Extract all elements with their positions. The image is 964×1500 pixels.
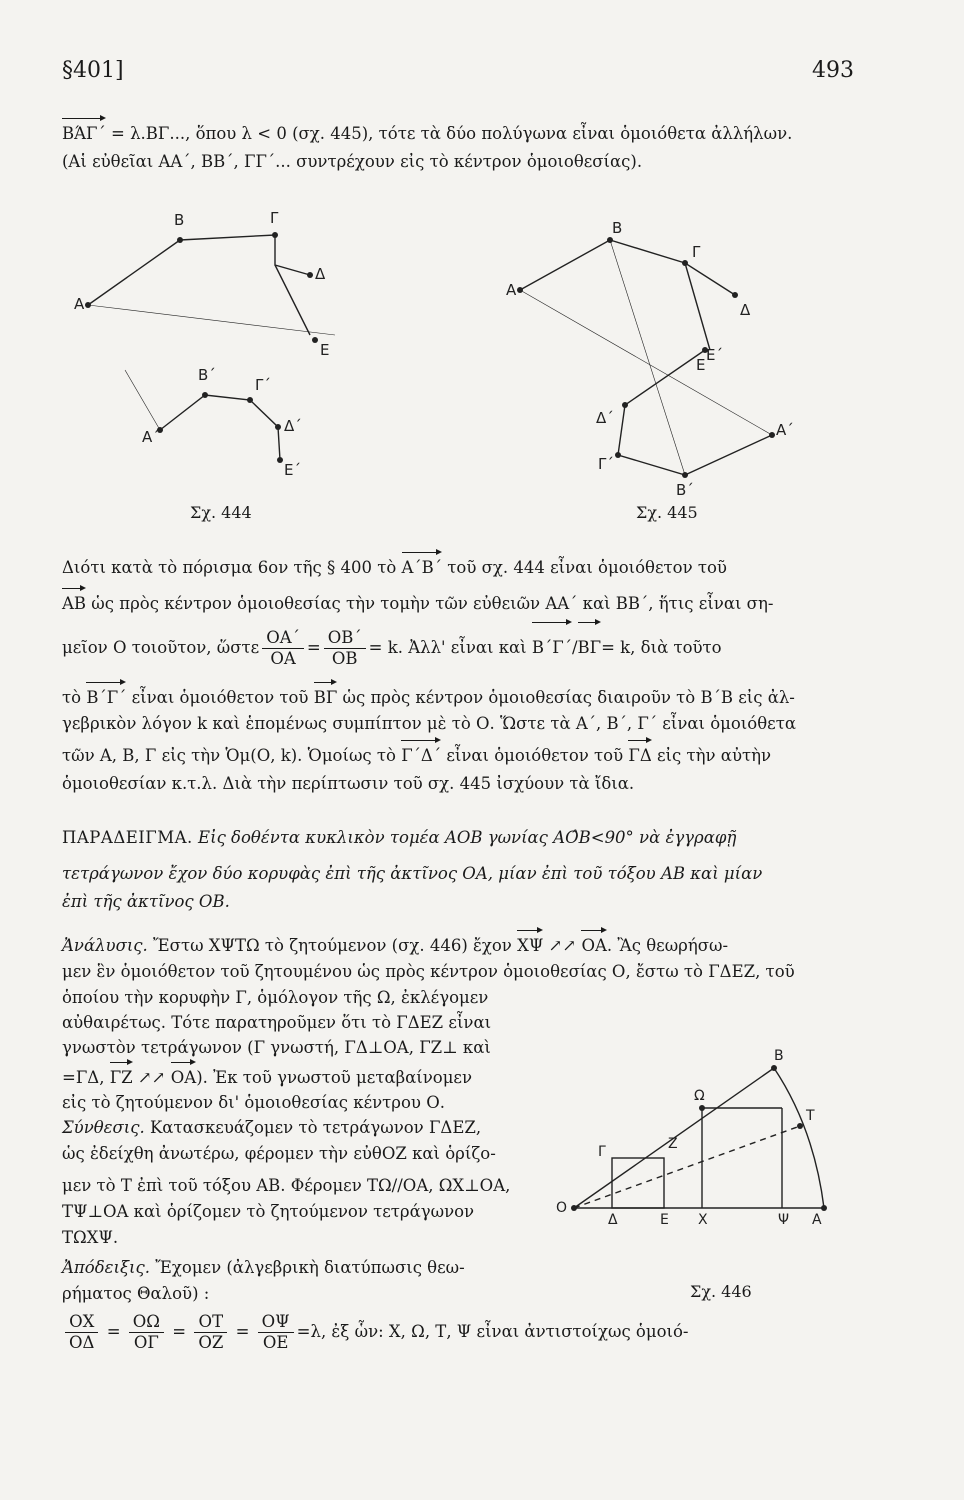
svg-text:Γ: Γ [692, 243, 701, 261]
svg-text:Δ: Δ [608, 1212, 618, 1228]
svg-text:Ζ: Ζ [668, 1136, 678, 1152]
example-line-3: ἐπὶ τῆς ἀκτῖνος ΟΒ. [62, 892, 230, 911]
svg-text:Β: Β [174, 211, 185, 229]
body-line-6: τῶν Α, Β, Γ εἰς τὴν Ὁμ(Ο, k). Ὁμοίως τὸ Γ΄Δ΄ εἶναι ὁμοιόθετον τοῦ ΓΔ εἰς τὴν αὐτὴν [62, 744, 852, 768]
polygon-ABCDE [520, 240, 735, 295]
synthesis-line-4: ΤΨ⊥ΟΑ καὶ ὁρίζομεν τὸ ζητούμενον τετράγωνον [62, 1202, 475, 1221]
proof-line-2: ρήματος Θαλοῦ) : [62, 1284, 210, 1303]
svg-text:Α΄: Α΄ [776, 421, 794, 439]
svg-text:Β΄: Β΄ [198, 366, 216, 384]
figure-446-caption: Σχ. 446 [690, 1282, 752, 1301]
svg-text:Ε΄: Ε΄ [706, 346, 723, 364]
svg-text:Β: Β [774, 1048, 784, 1064]
synthesis-line-1: Σύνθεσις. Κατασκευάζομεν τὸ τετράγωνον ΓΔΕΖ, [62, 1118, 482, 1137]
analysis-line-1: Ἀνάλυσις. Ἔστω ΧΨΤΩ τὸ ζητούμενον (σχ. 446) ἔχον ΧΨ ↗↗ ΟΑ. Ἂς θεωρήσω- [62, 934, 852, 958]
svg-text:Β΄: Β΄ [676, 481, 694, 499]
final-equation: $\frac{OX}{O\Delta}$ = $\frac{O\Omega}{O\Gamma}$ = $\frac{OT}{OZ}$ = $\frac{O\Psi}{OE}$ =λ, ἐξ ὧν: Χ, Ω, Τ, Ψ εἶναι ἀντιστοίχως ὁμοιό- [62, 1308, 852, 1356]
svg-text:Α: Α [506, 281, 517, 299]
body-line-5: γεβρικὸν λόγον k καὶ ἑπομένως συμπίπτον μὲ τὸ Ο. Ὥστε τὰ Α΄, Β΄, Γ΄ εἶναι ὁμοιόθετα [62, 714, 796, 733]
body-line-7: ὁμοιοθεσίαν κ.τ.λ. Διὰ τὴν περίπτωσιν τοῦ σχ. 445 ἰσχύουν τὰ ἴδια. [62, 774, 635, 793]
fraction: $\frac{OB΄}{OB}$ [324, 628, 366, 669]
figure-445-caption: Σχ. 445 [636, 503, 698, 522]
svg-text:Α΄: Α΄ [142, 428, 160, 446]
analysis-line-5: γνωστὸν τετράγωνον (Γ γνωστή, ΓΔ⊥ΟΑ, ΓΖ⊥ καὶ [62, 1038, 491, 1057]
vector: ΒΆΓ΄ [62, 122, 106, 146]
analysis-line-7: εἰς τὸ ζητούμενον δι' ὁμοιοθεσίας κέντρου Ο. [62, 1093, 445, 1112]
svg-text:Δ΄: Δ΄ [596, 409, 614, 427]
svg-text:Δ: Δ [315, 265, 326, 283]
fraction: $\frac{O\Psi}{OE}$ [258, 1312, 294, 1353]
analysis-line-3: ὁποίου τὴν κορυφὴν Γ, ὁμόλογον τῆς Ω, ἐκλέγομεν [62, 988, 489, 1007]
figure-445 [500, 205, 830, 525]
svg-text:Τ: Τ [806, 1108, 815, 1124]
body-line-2: ΑΒ ὡς πρὸς κέντρον ὁμοιοθεσίας τὴν τομὴν τῶν εὐθειῶν ΑΑ΄ καὶ ΒΒ΄, ἥτις εἶναι ση- [62, 592, 852, 616]
analysis-line-4: αὐθαιρέτως. Τότε παρατηροῦμεν ὅτι τὸ ΓΔΕΖ εἶναι [62, 1013, 492, 1032]
polygon-ABCDE-prime [618, 350, 772, 475]
proof-line-1: Ἀπόδειξις. Ἔχομεν (ἀλγεβρικὴ διατύπωσις θεω- [62, 1258, 465, 1277]
body-line-4: τὸ Β΄Γ΄ εἶναι ὁμοιόθετον τοῦ ΒΓ ὡς πρὸς κέντρον ὁμοιοθεσίας διαιροῦν τὸ Β΄Β εἰς ἀλ- [62, 686, 852, 710]
example-title: ΠΑΡΑΔΕΙΓΜΑ. [62, 828, 193, 847]
page-number: 493 [812, 58, 854, 83]
intro-line-2: (Αἱ εὐθεῖαι ΑΑ΄, ΒΒ΄, ΓΓ΄... συντρέχουν εἰς τὸ κέντρον ὁμοιοθεσίας). [62, 152, 643, 171]
synthesis-line-5: ΤΩΧΨ. [62, 1228, 119, 1247]
polygon-ABCDE [88, 235, 310, 305]
example-line-1: ΠΑΡΑΔΕΙΓΜΑ. Εἰς δοθέντα κυκλικὸν τομέα ΑΟΒ γωνίας ΑΟ̂Β<90° νὰ ἐγγραφῇ [62, 828, 737, 847]
svg-text:Γ: Γ [598, 1144, 606, 1160]
fraction: $\frac{OT}{OZ}$ [194, 1312, 227, 1353]
analysis-line-2: μεν ἓν ὁμοιόθετον τοῦ ζητουμένου ὡς πρὸς κέντρον ὁμοιοθεσίας Ο, ἔστω τὸ ΓΔΕΖ, τοῦ [62, 962, 795, 981]
svg-text:Δ: Δ [740, 301, 751, 319]
example-line-2: τετράγωνον ἔχον δύο κορυφὰς ἐπὶ τῆς ἀκτῖνος ΟΑ, μίαν ἐπὶ τοῦ τόξου ΑΒ καὶ μίαν [62, 864, 763, 883]
synthesis-line-3: μεν τὸ Τ ἐπὶ τοῦ τόξου ΑΒ. Φέρομεν ΤΩ//ΟΑ, ΩΧ⊥ΟΑ, [62, 1176, 511, 1195]
intro-line-1: ΒΆΓ΄ = λ.ΒΓ..., ὅπου λ < 0 (σχ. 445), τότε τὰ δύο πολύγωνα εἶναι ὁμοιόθετα ἀλλήλων. [62, 122, 852, 146]
fraction: $\frac{OX}{O\Delta}$ [65, 1312, 98, 1353]
svg-text:Ε: Ε [660, 1212, 669, 1228]
figure-444 [70, 205, 370, 525]
fraction: $\frac{OA΄}{OA}$ [262, 628, 304, 669]
square-GDEZ [612, 1158, 664, 1208]
body-line-1: Διότι κατὰ τὸ πόρισμα 6ον τῆς § 400 τὸ Α΄Β΄ τοῦ σχ. 444 εἶναι ὁμοιόθετον τοῦ [62, 556, 852, 580]
svg-text:Δ΄: Δ΄ [284, 417, 302, 435]
svg-text:Ψ: Ψ [778, 1212, 790, 1228]
svg-text:Ε: Ε [696, 356, 706, 374]
analysis-line-6: =ΓΔ, ΓΖ ↗↗ ΟΑ). Ἐκ τοῦ γνωστοῦ μεταβαίνομεν [62, 1066, 552, 1090]
svg-text:Β: Β [612, 219, 623, 237]
svg-text:Ω: Ω [694, 1088, 705, 1104]
polygon-ABCDE-prime [160, 395, 280, 460]
svg-text:Γ΄: Γ΄ [255, 376, 271, 394]
svg-text:Γ΄: Γ΄ [598, 455, 614, 473]
svg-text:Α: Α [812, 1212, 822, 1228]
section-header: §401] [62, 58, 124, 83]
svg-text:Α: Α [74, 295, 85, 313]
figure-444-caption: Σχ. 444 [190, 503, 252, 522]
fraction: $\frac{O\Omega}{O\Gamma}$ [129, 1312, 164, 1353]
synthesis-line-2: ὡς ἐδείχθη ἀνωτέρω, φέρομεν τὴν εὐθΟΖ καὶ ὁρίζο- [62, 1144, 496, 1163]
svg-text:Ε: Ε [320, 341, 330, 359]
svg-text:Ο: Ο [556, 1200, 568, 1216]
svg-text:Γ: Γ [270, 209, 279, 227]
figure-446 [552, 1048, 852, 1228]
svg-text:Ε΄: Ε΄ [284, 461, 301, 479]
svg-text:Χ: Χ [698, 1212, 708, 1228]
body-line-3: μεῖον Ο τοιοῦτον, ὥστε $\frac{OA΄}{OA}$ = $\frac{OB΄}{OB}$ = k. Ἀλλ' εἶναι καὶ Β΄Γ΄/ΒΓ= k, διὰ τοῦτο [62, 628, 722, 668]
